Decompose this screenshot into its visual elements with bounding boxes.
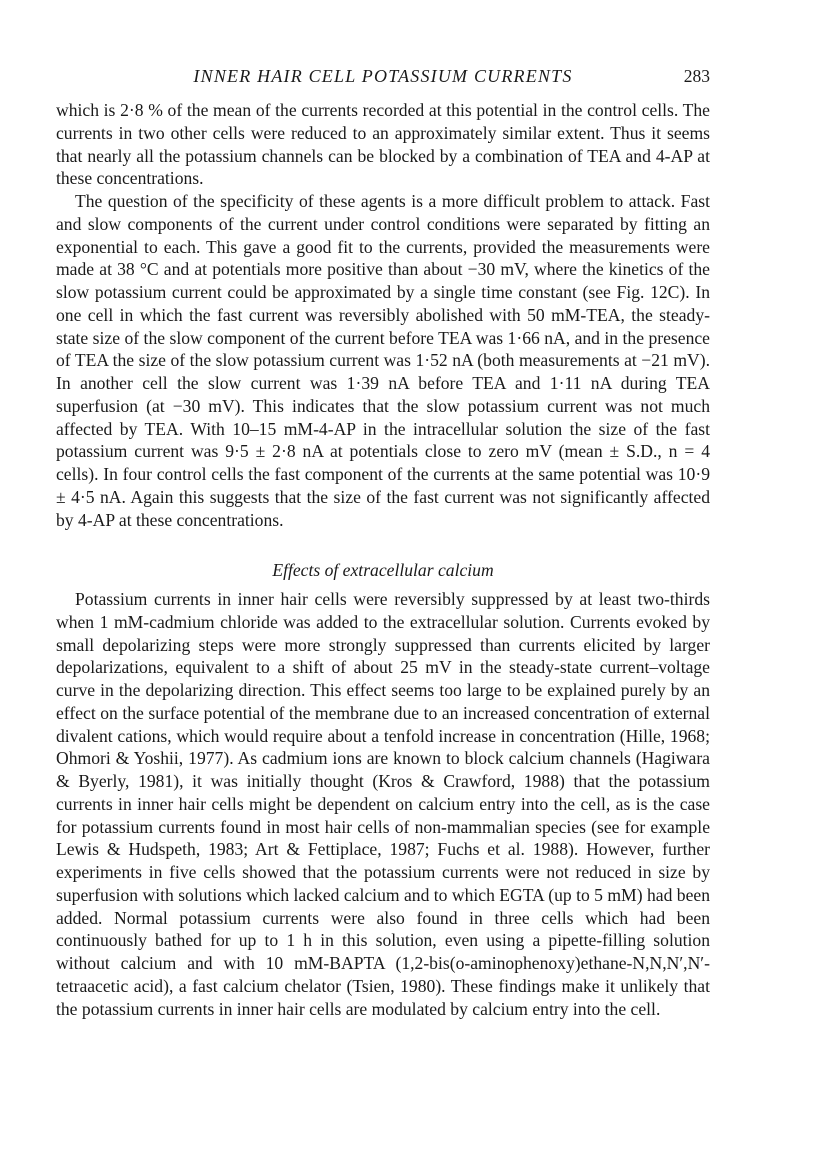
running-title: INNER HAIR CELL POTASSIUM CURRENTS bbox=[193, 66, 573, 86]
paragraph-continuation: which is 2·8 % of the mean of the currents recorded at this potential in the control cells. The currents in two other cells were reduced to an approximately similar extent. Thus it seems that nearly all the potassium channels can be blocked by a combination of TEA and 4-AP at these concentrations. bbox=[56, 100, 710, 189]
running-head bbox=[56, 66, 710, 90]
body-text bbox=[56, 99, 710, 1020]
paragraph-specificity: The question of the specificity of these agents is a more difficult problem to attack. Fast and slow components of the current under control conditions were separated by fitting an exponential to each. This gave a good fit to the currents, provided the measurements were made at 38 °C and at potentials more positive than about −30 mV, where the kinetics of the slow potassium current could be approximated by a single time constant (see Fig. 12C). In one cell in which the fast current was reversibly abolished with 50 mM-TEA, the steady-state size of the slow component of the current before TEA was 1·66 nA, and in the presence of TEA the size of the slow potassium current was 1·52 nA (both measurements at −21 mV). In another cell the slow current was 1·39 nA before TEA and 1·11 nA during TEA superfusion (at −30 mV). This indicates that the slow potassium current was not much affected by TEA. With 10–15 mM-4-AP in the intracellular solution the size of the fast potassium current was 9·5 ± 2·8 nA at potentials close to zero mV (mean ± S.D., n = 4 cells). In four control cells the fast component of the currents at the same potential was 10·9 ± 4·5 nA. Again this suggests that the size of the fast current was not significantly affected by 4-AP at these concentrations. bbox=[56, 191, 710, 530]
paragraph-calcium: Potassium currents in inner hair cells were reversibly suppressed by at least two-thirds when 1 mM-cadmium chloride was added to the extracellular solution. Currents evoked by small depolarizing steps were more strongly suppressed than currents elicited by larger depolarizations, equivalent to a shift of about 25 mV in the steady-state current–voltage curve in the depolarizing direction. This effect seems too large to be explained purely by an effect on the surface potential of the membrane due to an increased concentration of external divalent cations, which would require about a tenfold increase in concentration (Hille, 1968; Ohmori & Yoshii, 1977). As cadmium ions are known to block calcium channels (Hagiwara & Byerly, 1981), it was initially thought (Kros & Crawford, 1988) that the potassium currents in inner hair cells might be dependent on calcium entry into the cell, as is the case for potassium currents found in most hair cells of non-mammalian species (see for example Lewis & Hudspeth, 1983; Art & Fettiplace, 1987; Fuchs et al. 1988). However, further experiments in five cells showed that the potassium currents were not reduced in size by superfusion with solutions which lacked calcium and to which EGTA (up to 5 mM) had been added. Normal potassium currents were also found in three cells which had been continuously bathed for up to 1 h in this solution, even using a pipette-filling solution without calcium and with 10 mM-BAPTA (1,2-bis(o-aminophenoxy)ethane-N,N,N′,N′-tetraacetic acid), a fast calcium chelator (Tsien, 1980). These findings make it unlikely that the potassium currents in inner hair cells are modulated by calcium entry into the cell. bbox=[56, 589, 710, 1019]
section-heading: Effects of extracellular calcium bbox=[272, 560, 494, 581]
page-number: 283 bbox=[683, 66, 710, 86]
